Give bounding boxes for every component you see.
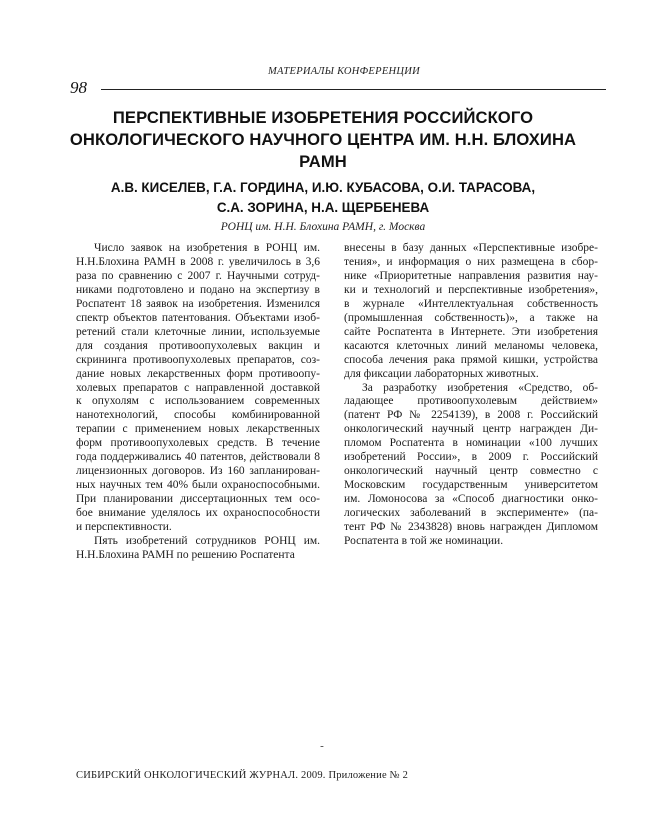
text-line: им. Ломоносова за «Способ диагностики онко- (344, 493, 598, 506)
text-line: Число заявок на изобретения в РОНЦ им. (94, 242, 320, 254)
text-line: нанотехнологий, способы комбинированной (76, 409, 320, 422)
text-line: За разработку изобретения «Средство, об- (362, 381, 598, 394)
text-line: способа лечения рака прямой кишки, устройства (344, 353, 598, 366)
text-line: для фиксации лабораторных животных. (344, 367, 539, 380)
text-line: и перспективности. (76, 521, 172, 534)
header-rule (101, 89, 606, 90)
text-line: тент РФ № 2343828) вновь награжден Дипломом (344, 521, 598, 534)
center-mark: - (320, 740, 324, 752)
text-line: Роспатента в той же номинации. (344, 535, 504, 548)
text-line: форм противоопухолевых средств. В течение (76, 437, 320, 450)
text-line: раза по сравнению с 2007 г. Научными сотруд- (76, 269, 320, 282)
text-line: Московским государственным университетом (344, 479, 598, 492)
text-line: (промышленная собственность)», а также на (344, 311, 598, 324)
text-line: пломом Роспатента в номинации «100 лучших (344, 437, 598, 450)
title-line: РАМН (299, 152, 347, 171)
text-line: холевых препаратов с направленной доставкой (76, 381, 320, 394)
text-line: (патент РФ № 2254139), в 2008 г. Российский (344, 409, 598, 422)
text-line: в журнале «Интеллектуальная собственность (344, 297, 598, 310)
text-line: сайте Роспатента в Интернете. Эти изобретения (344, 325, 598, 338)
text-line: изобретений России», в 2009 г. Российский (344, 451, 598, 464)
text-line: лицензионных договоров. Из 160 запланирован- (76, 465, 320, 478)
text-line: спектр объектов патентования. Объектами изоб- (76, 311, 320, 324)
text-line: Н.Н.Блохина РАМН по решению Роспатента (76, 548, 295, 561)
text-line: ладающее противоопухолевым действием» (344, 395, 598, 408)
left-column (76, 242, 320, 563)
author-list (60, 178, 586, 218)
author-line: С.А. ЗОРИНА, Н.А. ЩЕРБЕНЕВА (216, 200, 430, 215)
text-line: ретений стали клеточные линии, используемые (76, 325, 320, 338)
text-line: онкологический научный центр совместно с (344, 465, 598, 478)
text-line: терапии с применением новых лекарственных (76, 423, 320, 436)
text-line: года поддерживались 40 патентов, действовали 8 (76, 451, 320, 464)
text-line: к опухолям с использованием современных (76, 395, 320, 408)
text-line: При планировании диссертационных тем осо- (76, 493, 320, 506)
title-line: ОНКОЛОГИЧЕСКОГО НАУЧНОГО ЦЕНТРА ИМ. Н.Н. БЛОХИНА (69, 130, 577, 149)
text-line: бое внимание уделялось их охраноспособности (76, 507, 320, 520)
text-line: нике «Приоритетные направления развития нау- (344, 269, 598, 282)
author-line: А.В. КИСЕЛЕВ, Г.А. ГОРДИНА, И.Ю. КУБАСОВА, О.И. ТАРАСОВА, (110, 180, 536, 195)
text-line: тения», и информация о них размещена в сбор- (344, 255, 598, 268)
text-line: логических заболеваний в эксперименте» (па- (344, 507, 598, 520)
text-line: ных научных тем 40% были охраноспособными. (76, 479, 320, 492)
page-number: 98 (70, 78, 87, 97)
title-line: ПЕРСПЕКТИВНЫЕ ИЗОБРЕТЕНИЯ РОССИЙСКОГО (112, 108, 534, 127)
text-line: Н.Н.Блохина РАМН в 2008 г. увеличилось в 3,6 (76, 255, 320, 268)
affiliation: РОНЦ им. Н.Н. Блохина РАМН, г. Москва (220, 221, 426, 233)
text-line: дание новых лекарственных форм противоопу- (76, 367, 320, 380)
text-line: Пять изобретений сотрудников РОНЦ им. (94, 535, 320, 548)
article-title (60, 107, 586, 173)
text-line: касаются клеточных линий меланомы человека, (344, 339, 598, 352)
text-line: внесены в базу данных «Перспективные изобре- (344, 242, 598, 254)
text-line: онкологический научный центр награжден Ди- (344, 423, 598, 436)
text-line: скрининга противоопухолевых препаратов, соз- (76, 353, 320, 366)
text-line: для создания противоопухолевых вакцин и (76, 339, 320, 352)
text-line: Роспатент 18 заявок на изобретения. Изменился (76, 297, 320, 310)
running-head: МАТЕРИАЛЫ КОНФЕРЕНЦИИ (268, 66, 421, 77)
right-column (344, 242, 598, 549)
text-line: никами подготовлено и подано на экспертизу в (76, 283, 320, 296)
text-line: ки и технологий и перспективные изобретения», (344, 283, 598, 296)
journal-footer: СИБИРСКИЙ ОНКОЛОГИЧЕСКИЙ ЖУРНАЛ. 2009. Приложение № 2 (76, 770, 409, 781)
